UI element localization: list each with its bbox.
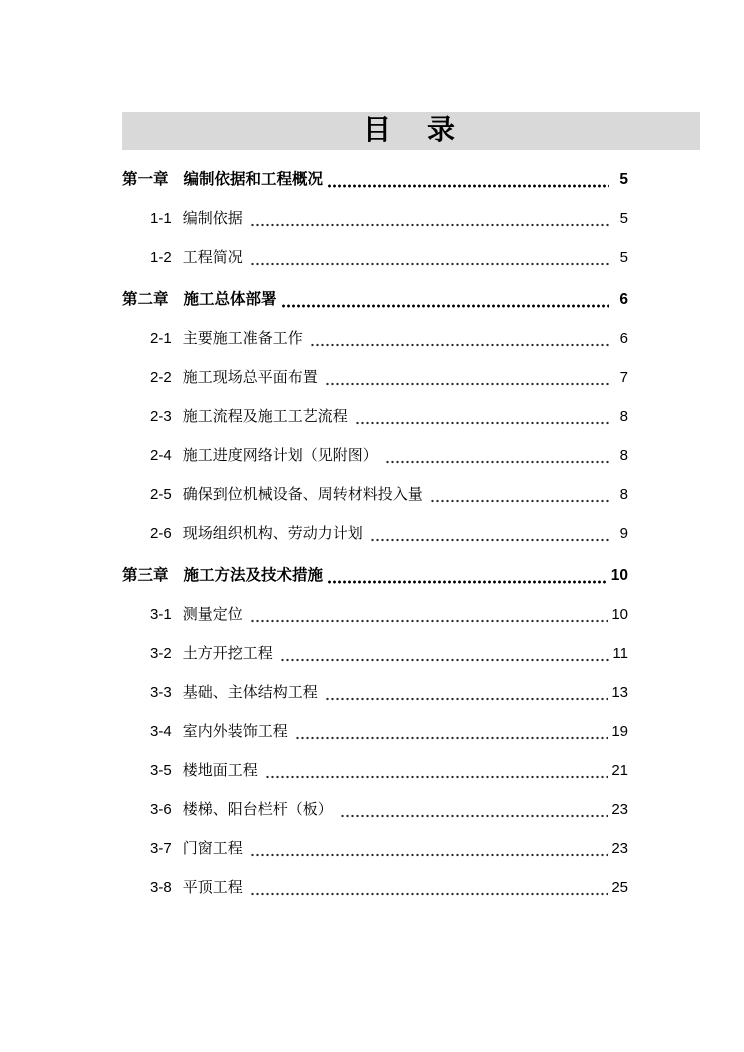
toc-entry-number: 第三章 [122,567,169,584]
toc-entry-number: 3-1 [150,606,172,623]
dot-leader [355,421,609,425]
toc-entry-label: 主要施工准备工作 [182,330,303,347]
toc-list [122,168,628,900]
toc-entry[interactable] [122,564,628,588]
dot-leader [310,343,609,347]
toc-entry-number: 3-5 [150,762,172,779]
toc-entry-label: 编制依据和工程概况 [183,171,324,188]
toc-entry-label: 现场组织机构、劳动力计划 [182,525,363,542]
dot-leader [327,580,608,584]
toc-entry-page-number: 5 [619,249,628,266]
toc-entry[interactable] [122,720,628,744]
toc-entry-number: 2-3 [150,408,172,425]
toc-entry[interactable] [122,327,628,351]
toc-entry[interactable] [122,681,628,705]
dot-leader [385,460,609,464]
toc-entry-page-number: 23 [611,840,628,857]
toc-entry-page-number: 9 [619,525,628,542]
dot-leader [250,892,609,896]
toc-title: 目 录 [362,115,459,146]
toc-entry-page-number: 10 [611,606,628,623]
toc-entry-label: 确保到位机械设备、周转材料投入量 [182,486,423,503]
toc-entry-label: 门窗工程 [182,840,243,857]
toc-entry-label: 平顶工程 [182,879,243,896]
toc-title-banner [122,112,700,150]
toc-entry[interactable] [122,207,628,231]
dot-leader [265,775,609,779]
toc-entry-page-number: 11 [612,645,628,662]
toc-entry-page-number: 25 [611,879,628,896]
toc-entry[interactable] [122,444,628,468]
toc-entry-number: 3-4 [150,723,172,740]
toc-entry-page-number: 8 [619,447,628,464]
toc-entry-label: 施工总体部署 [183,291,277,308]
toc-entry[interactable] [122,603,628,627]
toc-entry-page-number: 13 [611,684,628,701]
toc-entry-label: 楼梯、阳台栏杆（板） [182,801,333,818]
toc-entry-label: 施工流程及施工工艺流程 [182,408,348,425]
toc-entry-number: 3-6 [150,801,172,818]
toc-entry-page-number: 23 [611,801,628,818]
dot-leader [340,814,609,818]
toc-entry-label: 室内外装饰工程 [182,723,288,740]
toc-entry[interactable] [122,522,628,546]
toc-entry-label: 编制依据 [182,210,243,227]
toc-entry-label: 施工现场总平面布置 [182,369,318,386]
toc-entry[interactable] [122,246,628,270]
dot-leader [295,736,609,740]
toc-entry-page-number: 5 [619,210,628,227]
toc-entry-number: 1-1 [150,210,172,227]
toc-entry-page-number: 10 [610,567,628,584]
toc-entry-number: 3-7 [150,840,172,857]
dot-leader [327,184,609,188]
dot-leader [280,658,609,662]
toc-entry-label: 施工方法及技术措施 [183,567,324,584]
dot-leader [250,619,609,623]
dot-leader [281,304,609,308]
toc-entry[interactable] [122,483,628,507]
toc-entry[interactable] [122,876,628,900]
toc-entry-page-number: 7 [619,369,628,386]
toc-entry-number: 2-2 [150,369,172,386]
toc-entry-number: 2-5 [150,486,172,503]
toc-entry[interactable] [122,837,628,861]
toc-entry-label: 基础、主体结构工程 [182,684,318,701]
toc-entry[interactable] [122,168,628,192]
toc-entry-number: 3-8 [150,879,172,896]
toc-entry-number: 第二章 [122,291,169,308]
dot-leader [250,223,609,227]
toc-entry[interactable] [122,798,628,822]
toc-entry-number: 2-1 [150,330,172,347]
toc-entry-label: 楼地面工程 [182,762,258,779]
toc-entry-number: 2-4 [150,447,172,464]
dot-leader [325,697,609,701]
toc-entry-number: 1-2 [150,249,172,266]
toc-entry-page-number: 21 [611,762,628,779]
toc-entry-page-number: 19 [611,723,628,740]
toc-entry-number: 第一章 [122,171,169,188]
toc-entry[interactable] [122,405,628,429]
toc-entry-page-number: 8 [619,408,628,425]
toc-entry-label: 测量定位 [182,606,243,623]
dot-leader [250,262,609,266]
toc-entry-number: 2-6 [150,525,172,542]
toc-entry[interactable] [122,366,628,390]
toc-entry[interactable] [122,288,628,312]
toc-entry-label: 工程简况 [182,249,243,266]
toc-entry-page-number: 8 [619,486,628,503]
toc-entry-number: 3-2 [150,645,172,662]
toc-entry-label: 土方开挖工程 [182,645,273,662]
toc-content [122,112,700,900]
dot-leader [325,382,609,386]
toc-entry-page-number: 5 [619,171,628,188]
toc-entry-page-number: 6 [619,330,628,347]
toc-entry[interactable] [122,759,628,783]
dot-leader [370,538,609,542]
toc-entry-label: 施工进度网络计划（见附图） [182,447,378,464]
dot-leader [250,853,609,857]
toc-entry[interactable] [122,642,628,666]
toc-entry-page-number: 6 [619,291,628,308]
toc-entry-number: 3-3 [150,684,172,701]
dot-leader [430,499,609,503]
